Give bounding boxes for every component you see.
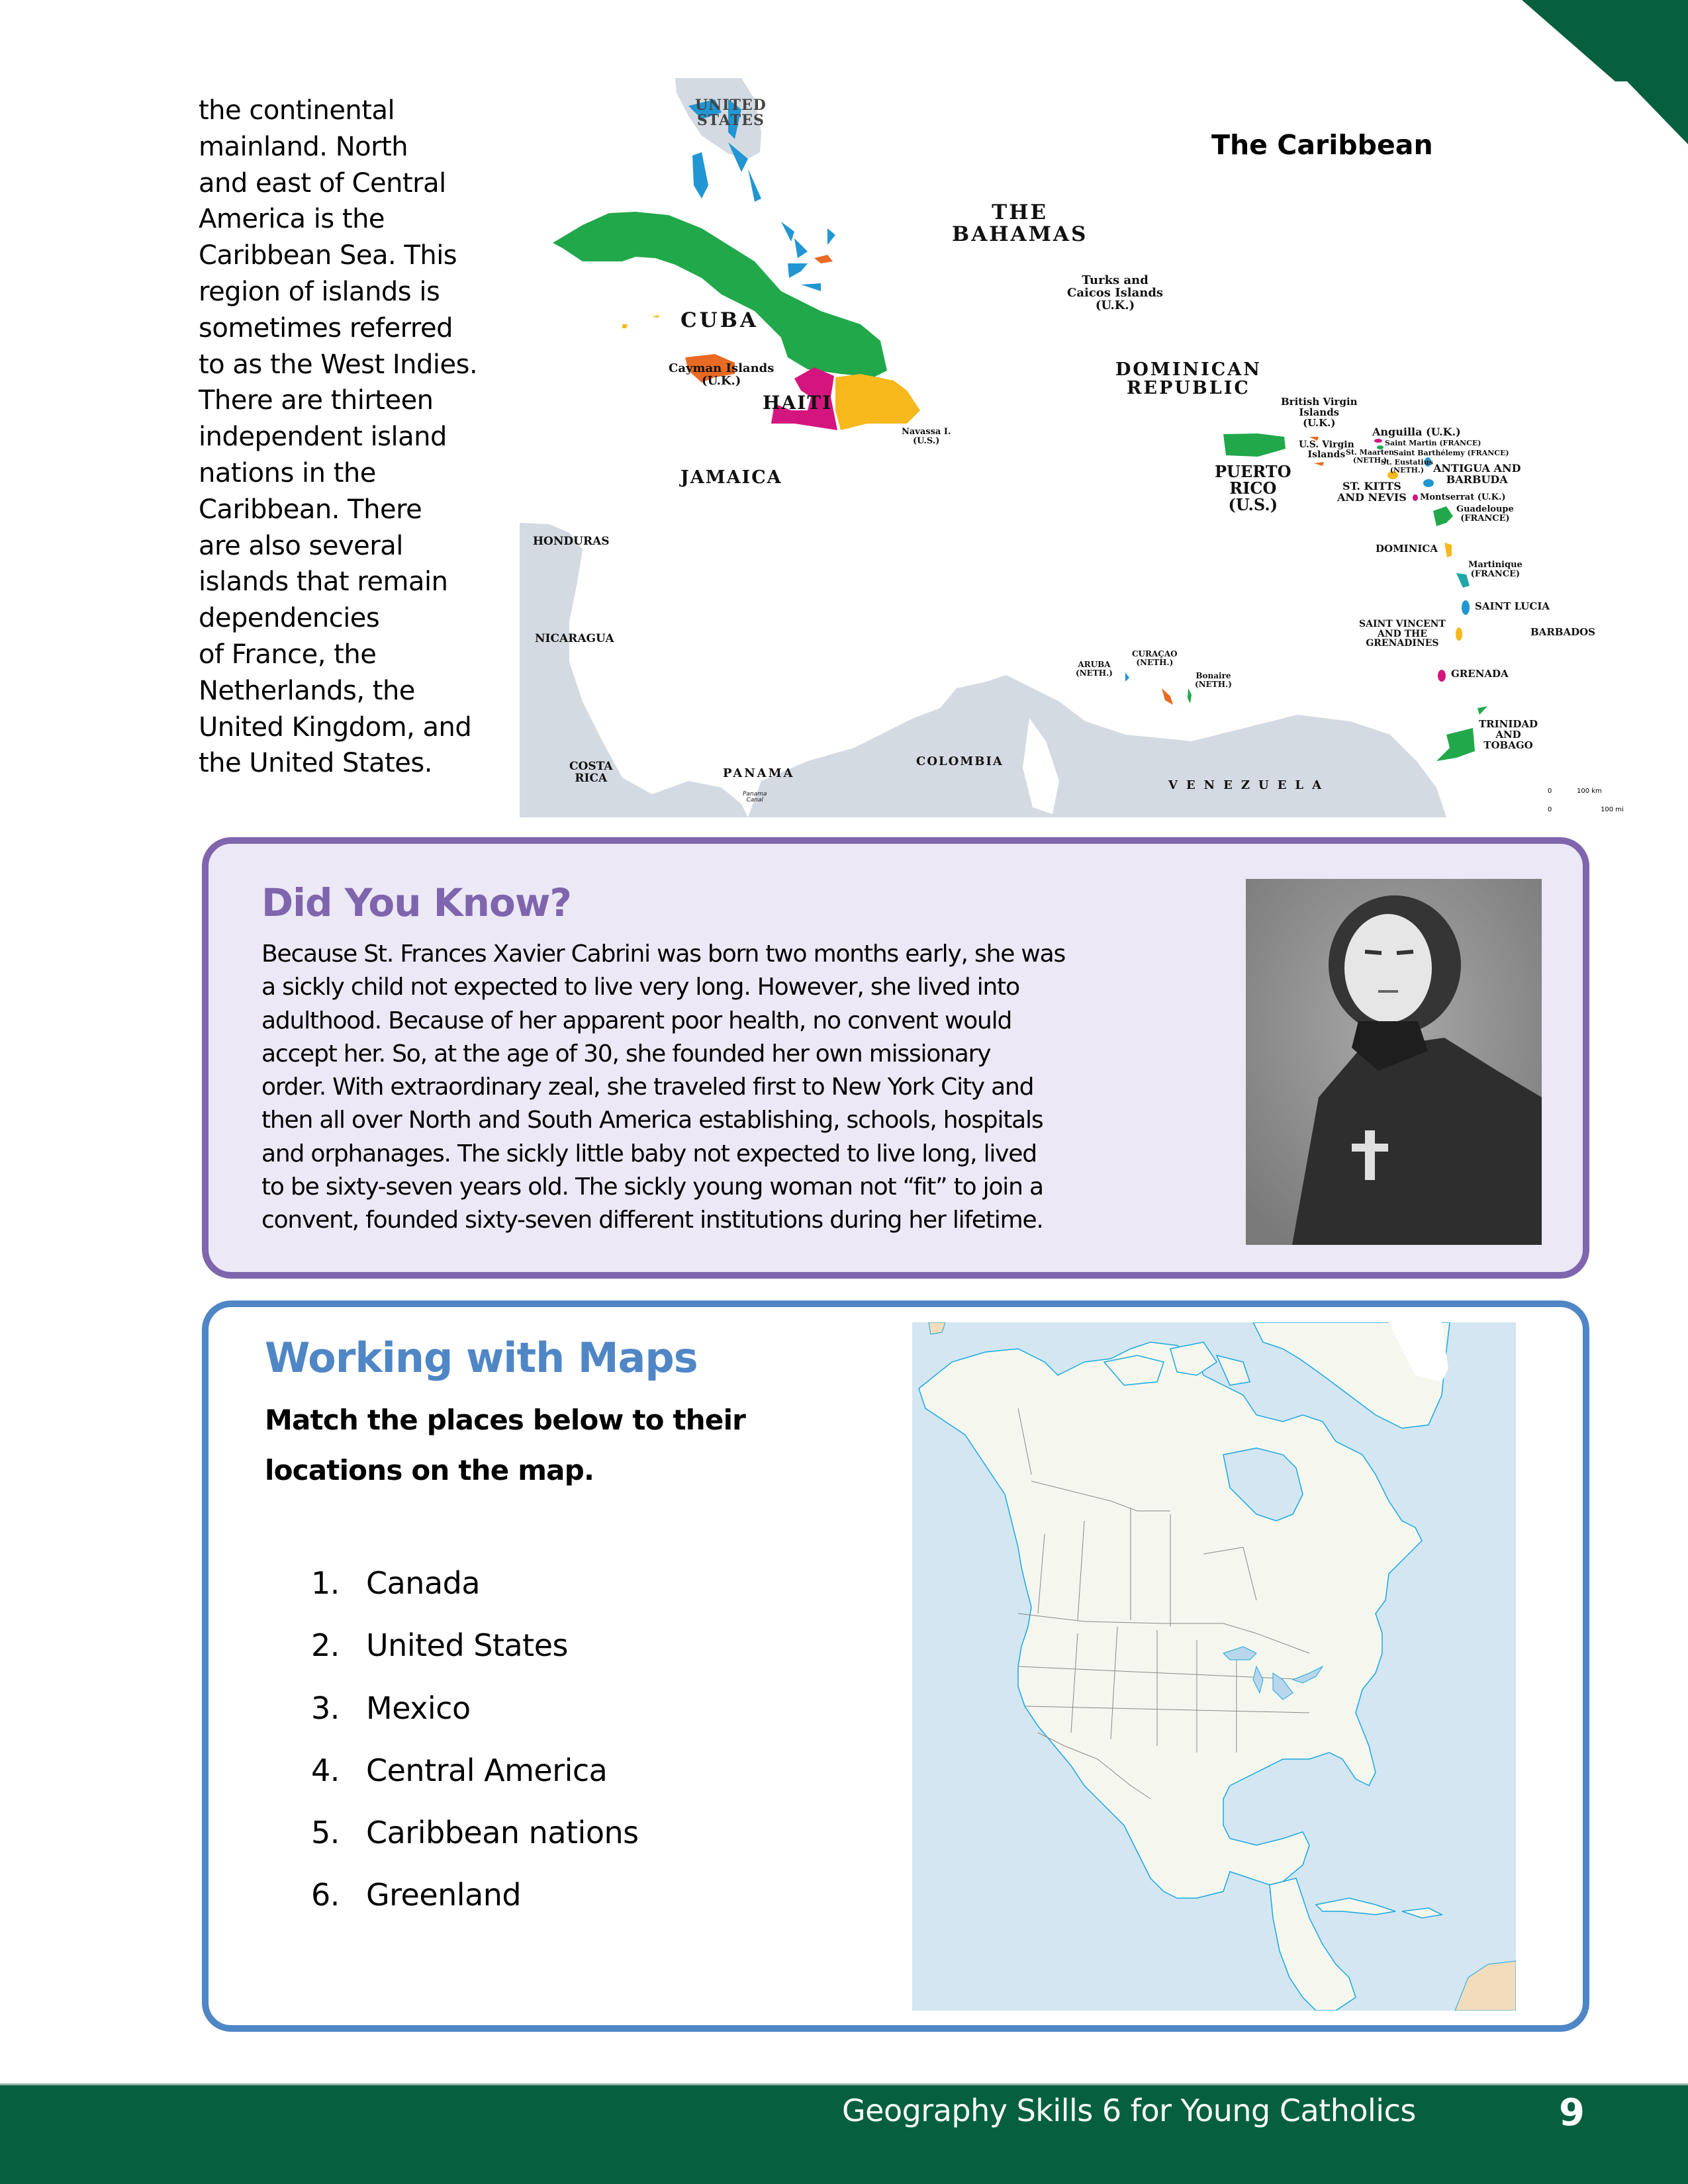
label-st-maarten: St. Maarten (NETH.) (1346, 448, 1394, 465)
label-honduras: HONDURAS (533, 535, 610, 548)
intro-line: nations in the (199, 457, 376, 488)
intro-paragraph (199, 93, 503, 782)
label-grenada: GRENADA (1451, 668, 1509, 680)
dyk-line: to be sixty-seven years old. The sickly young woman not “fit” to join a (261, 1173, 1043, 1201)
puerto-rico-island (1223, 433, 1286, 457)
label-saint-lucia: SAINT LUCIA (1475, 600, 1550, 612)
saint-lucia-shape (1462, 600, 1470, 615)
bonaire-shape (1188, 688, 1192, 704)
montserrat-shape (1413, 494, 1418, 501)
item-name: United States (366, 1627, 568, 1664)
intro-line: of France, the (199, 639, 377, 670)
dyk-line: a sickly child not expected to live very long. However, she lived into (261, 974, 1019, 1001)
cabrini-portrait-photo (1246, 879, 1542, 1245)
label-panama-canal: Panama Canal (743, 791, 767, 804)
intro-line: sometimes referred (199, 312, 453, 343)
intro-line: are also several (199, 530, 403, 561)
book-title: Geography Skills 6 for Young Catholics (842, 2093, 1416, 2128)
intro-line: the United States. (199, 748, 432, 779)
intro-line: region of islands is (199, 276, 440, 307)
map-title: The Caribbean (1211, 129, 1433, 161)
list-item (311, 1877, 639, 1939)
intro-line: to as the West Indies. (199, 349, 478, 380)
aruba-shape (1125, 672, 1129, 682)
dyk-line: Because St. Frances Xavier Cabrini was born two months early, she was (261, 940, 1066, 968)
label-venezuela: VENEZUELA (1168, 778, 1331, 792)
intro-line: America is the (199, 204, 385, 235)
item-number: 3. (311, 1690, 340, 1726)
dyk-line: adulthood. Because of her apparent poor health, no convent would (261, 1007, 1012, 1034)
label-colombia: COLOMBIA (916, 754, 1004, 768)
label-montserrat: Montserrat (U.K.) (1420, 492, 1506, 502)
guadeloupe-shape (1433, 506, 1453, 526)
label-aruba: ARUBA (NETH.) (1076, 660, 1113, 678)
item-number: 1. (311, 1565, 340, 1601)
curacao-shape (1162, 688, 1173, 705)
dyk-line: accept her. So, at the age of 30, she founded her own missionary (261, 1040, 991, 1068)
trinidad-shape (1436, 728, 1475, 761)
dyk-line: order. With extraordinary zeal, she traveled first to New York City and (261, 1073, 1034, 1101)
list-item (311, 1752, 639, 1815)
item-name: Greenland (366, 1877, 522, 1913)
label-navassa: Navassa I. (U.S.) (902, 427, 951, 446)
label-dominica: DOMINICA (1376, 543, 1438, 555)
label-panama: PANAMA (723, 766, 795, 780)
turks-caicos-islands (814, 255, 833, 263)
label-st-eustatius: St. Eustatius (NETH.) (1381, 458, 1433, 475)
label-martinique: Martinique (FRANCE) (1468, 560, 1523, 579)
central-america-landmass (520, 523, 748, 817)
intro-line: There are thirteen (199, 385, 434, 416)
grenada-shape (1438, 670, 1446, 682)
label-haiti: HAITI (763, 392, 833, 414)
label-costa-rica: COSTA RICA (569, 760, 613, 785)
list-item (311, 1627, 639, 1690)
list-item (311, 1690, 639, 1752)
did-you-know-text (261, 938, 1235, 1238)
intro-line: Caribbean. There (199, 494, 422, 525)
label-anguilla: Anguilla (U.K.) (1372, 426, 1461, 438)
instruction-line: Match the places below to their (265, 1404, 746, 1436)
intro-line: islands that remain (199, 567, 448, 598)
label-guadeloupe: Guadeloupe (FRANCE) (1456, 504, 1514, 523)
item-name: Canada (366, 1565, 481, 1601)
dyk-line: then all over North and South America establishing, schools, hospitals (261, 1107, 1043, 1134)
label-dominican-republic: DOMINICAN REPUBLIC (1115, 359, 1262, 399)
intro-line: United Kingdom, and (199, 711, 472, 743)
tobago-shape (1477, 706, 1487, 715)
label-bahamas: THE BAHAMAS (952, 201, 1088, 246)
dominican-republic (835, 374, 920, 430)
scale-km: 100 km (1577, 788, 1602, 795)
page-number: 9 (1559, 2091, 1585, 2134)
label-saint-martin: Saint Martin (FRANCE) (1385, 439, 1481, 447)
list-item (311, 1815, 639, 1877)
martinique-shape (1456, 573, 1470, 588)
label-jamaica: JAMAICA (680, 467, 782, 488)
dominica-shape (1444, 543, 1452, 557)
anguilla-shape (1374, 439, 1382, 443)
label-barbados: BARBADOS (1530, 626, 1596, 638)
saint-vincent-shape (1456, 627, 1462, 641)
item-name: Mexico (366, 1690, 471, 1726)
intro-line: independent island (199, 422, 447, 453)
item-name: Caribbean nations (366, 1815, 639, 1851)
scale-mi: 100 mi (1601, 806, 1624, 813)
intro-line: Caribbean Sea. This (199, 240, 457, 271)
north-america-blank-map (912, 1322, 1516, 2011)
item-number: 6. (311, 1877, 340, 1913)
working-with-maps-instruction (265, 1395, 861, 1496)
cuba-island (553, 212, 887, 377)
label-cuba: CUBA (680, 308, 759, 332)
label-bvi: British Virgin Islands (U.K.) (1281, 396, 1358, 429)
label-turks-caicos: Turks and Caicos Islands (U.K.) (1067, 273, 1164, 312)
label-united-states: UNITED STATES (695, 97, 767, 130)
label-nicaragua: NICARAGUA (535, 632, 614, 645)
label-puerto-rico: PUERTO RICO (U.S.) (1215, 462, 1291, 515)
scale-zero-bottom: 0 (1548, 806, 1552, 813)
item-number: 4. (311, 1752, 340, 1788)
dyk-line: and orphanages. The sickly little baby not expected to live long, lived (261, 1140, 1037, 1167)
intro-line: mainland. North (199, 131, 408, 162)
scale-zero-top: 0 (1548, 788, 1552, 795)
label-saint-vincent: SAINT VINCENT AND THE GRENADINES (1359, 619, 1446, 649)
intro-line: the continental (199, 95, 395, 126)
item-number: 5. (311, 1815, 340, 1851)
intro-line: Netherlands, the (199, 675, 415, 706)
item-number: 2. (311, 1627, 340, 1664)
label-cayman: Cayman Islands (U.K.) (669, 361, 774, 388)
did-you-know-title: Did You Know? (261, 880, 572, 925)
instruction-line: locations on the map. (265, 1454, 594, 1486)
intro-line: and east of Central (199, 167, 446, 199)
label-usvi: U.S. Virgin Islands (1299, 439, 1354, 460)
places-list (311, 1565, 639, 1940)
corner-decoration (1489, 0, 1688, 146)
item-name: Central America (366, 1752, 608, 1788)
list-item (311, 1565, 639, 1627)
label-bonaire: Bonaire (NETH.) (1195, 671, 1232, 689)
cayman-islands (622, 315, 659, 328)
dyk-line: convent, founded sixty-seven different institutions during her lifetime. (261, 1206, 1043, 1234)
south-america-landmass (748, 675, 1446, 817)
antigua-shape (1423, 479, 1434, 487)
label-curacao: CURAÇAO (NETH.) (1132, 649, 1178, 667)
label-trinidad: TRINIDAD AND TOBAGO (1479, 718, 1538, 751)
label-saint-barthelemy: Saint Barthélemy (FRANCE) (1393, 449, 1509, 457)
working-with-maps-title: Working with Maps (265, 1334, 698, 1382)
label-st-kitts: ST. KITTS AND NEVIS (1337, 480, 1407, 504)
intro-line: dependencies (199, 603, 380, 634)
label-antigua: ANTIGUA AND BARBUDA (1433, 462, 1521, 486)
